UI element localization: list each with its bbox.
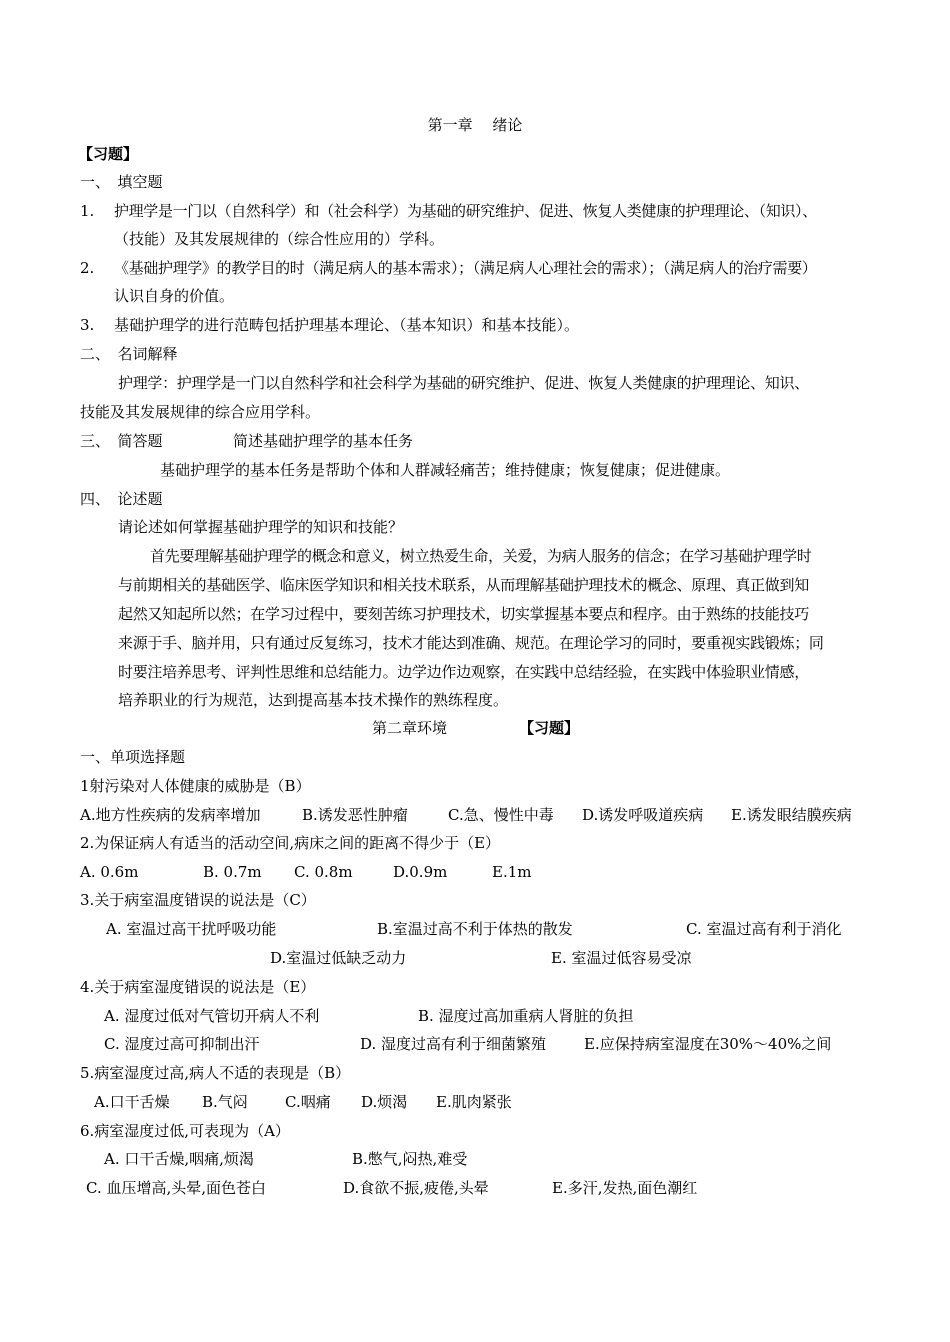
section-essay-heading: 四、 论述题: [80, 490, 163, 508]
option-b: B. 0.7m: [203, 863, 262, 881]
options-row: [0, 861, 950, 883]
essay-paragraph-line: 来源于手、脑并用，只有通过反复练习，技术才能达到准确、规范。在理论学习的同时，要重视实践锻炼；同: [118, 634, 824, 652]
chapter2-exercises-label: 【习题】: [519, 719, 580, 737]
essay-paragraph-line: 起然又知起所以然；在学习过程中，要刻苦练习护理技术，切实掌握基本要点和程序。由于熟练的技能技巧: [118, 605, 809, 623]
section-definition-heading: 二、 名词解释: [80, 345, 178, 363]
options-row: [0, 804, 950, 826]
essay-paragraph-line: 与前期相关的基础医学、临床医学知识和相关技术联系，从而理解基础护理技术的概念、原理、真正做到知: [118, 576, 809, 594]
options-row: [0, 1005, 950, 1027]
option-e: E.应保持病室湿度在30%～40%之间: [584, 1035, 832, 1053]
section-fill-heading: 一、 填空题: [80, 173, 163, 191]
chapter1-exercises-label: 【习题】: [78, 145, 139, 163]
option-a: A. 0.6m: [80, 863, 139, 881]
options-row: [0, 1177, 950, 1199]
section-single-choice-heading: 一、单项选择题: [80, 748, 186, 766]
fill-item-number: 3.: [80, 316, 95, 334]
question-stem: 2.为保证病人有适当的活动空间,病床之间的距离不得少于（E）: [80, 834, 501, 852]
essay-question: 请论述如何掌握基础护理学的知识和技能？: [118, 518, 404, 536]
question-stem: 6.病室湿度过低,可表现为（A）: [80, 1122, 290, 1140]
fill-item-text: 《基础护理学》的教学目的时（满足病人的基本需求）；（满足病人心理社会的需求）；（满足病人的治疗需要）: [114, 259, 817, 277]
question-stem: 3.关于病室温度错误的说法是（C）: [80, 891, 316, 909]
short-answer-question: 简述基础护理学的基本任务: [233, 432, 414, 450]
option-b: B.气闷: [202, 1093, 248, 1111]
question-stem: 4.关于病室湿度错误的说法是（E）: [80, 978, 316, 996]
essay-paragraph-line: 时要注培养思考、评判性思维和总结能力。边学边作边观察，在实践中总结经验，在实践中体验职业情感，: [118, 663, 809, 681]
option-c: C.咽痛: [285, 1093, 331, 1111]
option-d: D. 湿度过高有利于细菌繁殖: [360, 1035, 547, 1053]
chapter2-title: 第二章环境: [372, 719, 448, 737]
short-answer-answer: 基础护理学的基本任务是帮助个体和人群减轻痛苦；维持健康；恢复健康；促进健康。: [160, 461, 731, 479]
option-e: E.肌肉紧张: [436, 1093, 512, 1111]
fill-item-text-cont: 认识自身的价值。: [114, 287, 235, 305]
option-a: A.地方性疾病的发病率增加: [80, 806, 261, 824]
option-d: D.烦渴: [361, 1093, 408, 1111]
option-a: A. 口干舌燥,咽痛,烦渴: [104, 1150, 254, 1168]
option-b: B. 湿度过高加重病人肾脏的负担: [418, 1007, 634, 1025]
fill-item-text-cont: （技能）及其发展规律的（综合性应用的）学科。: [114, 230, 445, 248]
fill-item-number: 1.: [80, 202, 95, 220]
option-e: E.诱发眼结膜疾病: [731, 806, 852, 824]
option-e: E.1m: [492, 863, 532, 881]
option-b: B.诱发恶性肿瘤: [302, 806, 408, 824]
options-row: [0, 918, 950, 940]
option-c: C.急、慢性中毒: [448, 806, 554, 824]
options-row: [0, 1148, 950, 1170]
fill-item-text: 基础护理学的进行范畴包括护理基本理论、（基本知识）和基本技能）。: [114, 316, 580, 334]
option-e: E.多汗,发热,面色潮红: [552, 1179, 698, 1197]
option-a: A. 室温过高干扰呼吸功能: [106, 920, 277, 938]
fill-item-text: 护理学是一门以（自然科学）和（社会科学）为基础的研究维护、促进、恢复人类健康的护理理论、（知识）、: [114, 202, 817, 220]
essay-paragraph-line: 培养职业的行为规范，达到提高基本技术操作的熟练程度。: [118, 691, 509, 709]
chapter1-title: 第一章 绪论: [427, 116, 523, 134]
definition-text: 护理学：护理学是一门以自然科学和社会科学为基础的研究维护、促进、恢复人类健康的护理理论、知识、: [118, 374, 809, 392]
options-row: [0, 1091, 950, 1113]
option-d: D.食欲不振,疲倦,头晕: [343, 1179, 489, 1197]
option-d: D.室温过低缺乏动力: [270, 949, 407, 967]
option-b: B.憋气,闷热,难受: [352, 1150, 468, 1168]
option-a: A.口干舌燥: [94, 1093, 170, 1111]
question-stem: 5.病室湿度过高,病人不适的表现是（B）: [80, 1064, 351, 1082]
option-c: C. 血压增高,头晕,面色苍白: [86, 1179, 267, 1197]
section-short-answer-heading: 三、 简答题: [80, 432, 163, 450]
question-stem: 1射污染对人体健康的威胁是（B）: [80, 777, 311, 795]
options-row: [0, 947, 950, 969]
option-d: D.0.9m: [393, 863, 448, 881]
option-e: E. 室温过低容易受凉: [551, 949, 692, 967]
option-c: C. 湿度过高可抑制出汗: [104, 1035, 260, 1053]
option-c: C. 0.8m: [294, 863, 353, 881]
fill-item-number: 2.: [80, 259, 95, 277]
option-a: A. 湿度过低对气管切开病人不利: [104, 1007, 320, 1025]
option-b: B.室温过高不利于体热的散发: [377, 920, 573, 938]
option-d: D.诱发呼吸道疾病: [582, 806, 704, 824]
option-c: C. 室温过高有利于消化: [686, 920, 842, 938]
options-row: [0, 1033, 950, 1055]
essay-paragraph-line: 首先要理解基础护理学的概念和意义，树立热爱生命，关爱，为病人服务的信念；在学习基础护理学时: [150, 547, 812, 565]
definition-text-cont: 技能及其发展规律的综合应用学科。: [80, 403, 321, 421]
